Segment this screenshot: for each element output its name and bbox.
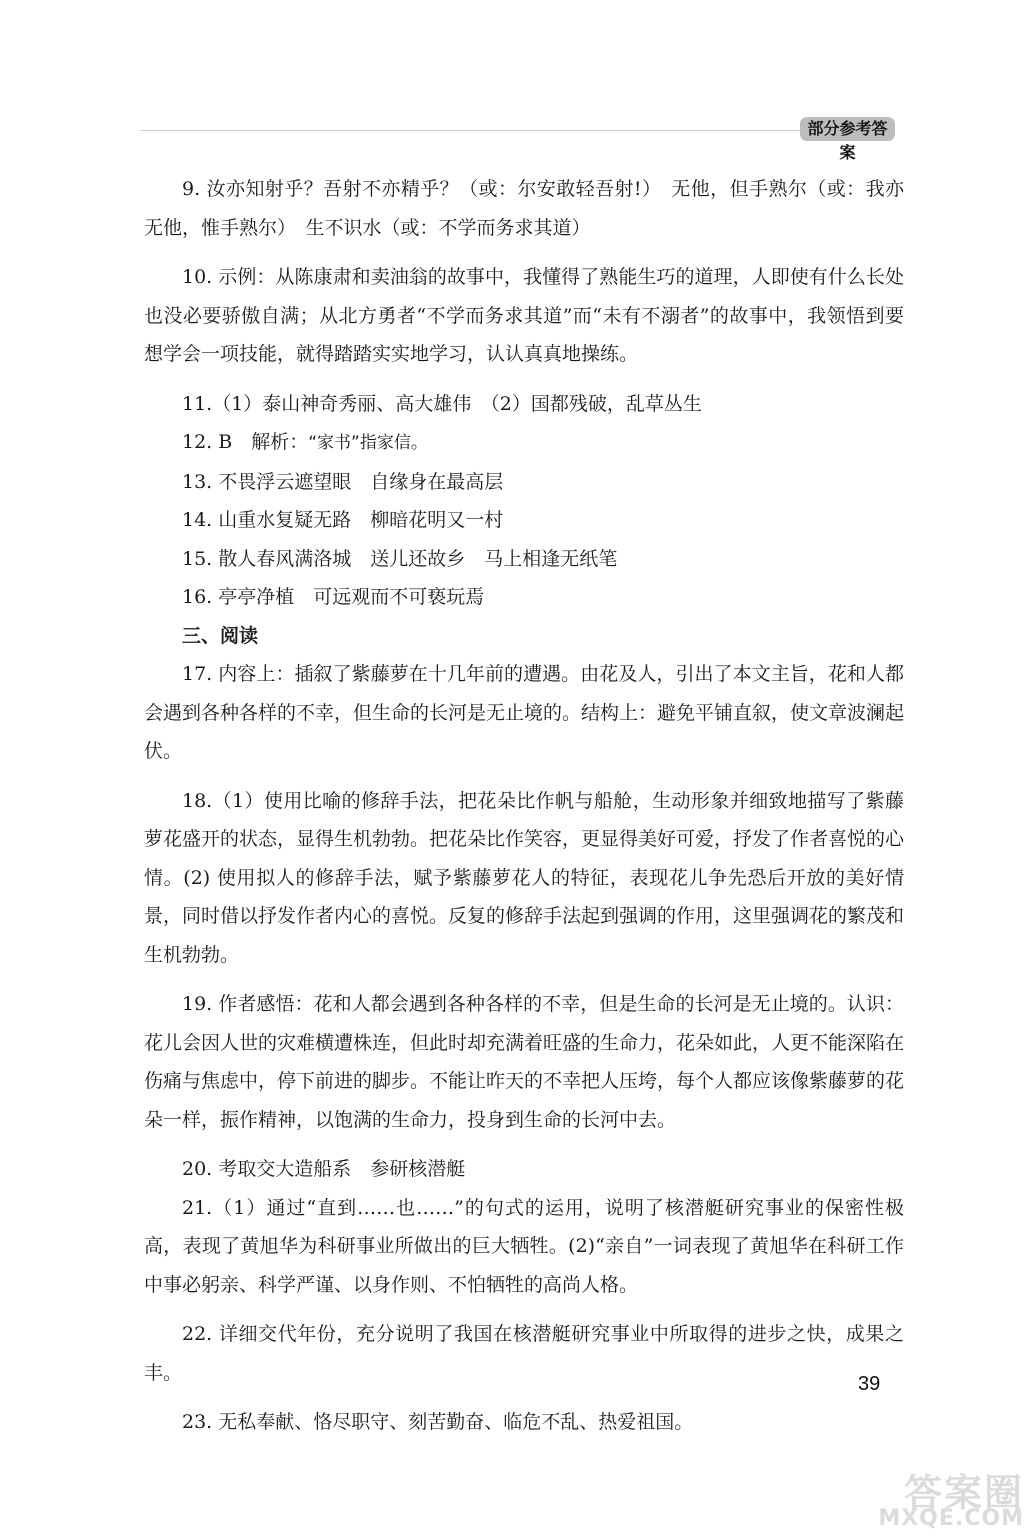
answer-12-note: “家书”指家信。 [308, 433, 428, 453]
answer-14: 14. 山重水复疑无路 柳暗花明又一村 [182, 509, 504, 531]
answer-15: 15. 散人春风满洛城 送儿还故乡 马上相逢无纸笔 [182, 547, 618, 570]
answer-12 [144, 423, 904, 463]
watermark-url: MXQE.COM [878, 1506, 1024, 1531]
section-title-reading: 三、阅读 [182, 624, 259, 647]
header-rule [140, 130, 800, 131]
answer-21: 21.（1）通过“直到……也……”的句式的运用，说明了核潜艇研究事业的保密性极高，表现了黄旭华为科研事业所做出的巨大牺牲。(2)“亲自”一词表现了黄旭华在科研工作中事必躬亲、科学严谨、以身作则、不怕牺牲的高尚人格。 [144, 1196, 904, 1296]
watermark-logo-text: 答案圈 [903, 1471, 1024, 1515]
watermark-logo [862, 1462, 1024, 1530]
page-number: 39 [858, 1373, 881, 1395]
answer-20: 20. 考取交大造船系 参研核潜艇 [182, 1158, 466, 1180]
section-badge: 部分参考答案 [800, 117, 895, 141]
answer-22: 22. 详细交代年份，充分说明了我国在核潜艇研究事业中所取得的进步之快，成果之丰。 [144, 1323, 904, 1384]
answer-11: 11.（1）泰山神奇秀丽、高大雄伟 （2）国都残破，乱草丛生 [182, 392, 702, 415]
answer-9: 9. 汝亦知射乎？吾射不亦精乎？（或：尔安敢轻吾射!） 无他，但手熟尔（或：我亦无他，惟手熟尔） 生不识水（或：不学而务求其道） [144, 178, 904, 239]
answer-18: 18.（1）使用比喻的修辞手法，把花朵比作帆与船舱，生动形象并细致地描写了紫藤萝花盛开的状态，显得生机勃勃。把花朵比作笑容，更显得美好可爱，抒发了作者喜悦的心情。(2) 使用拟人的修辞手法，赋予紫藤萝花人的特征，表现花儿争先恐后开放的美好情景，同时借以抒发作者内心的喜悦。反复的修辞手法起到强调的作用，这里强调花的繁茂和生机勃勃。 [144, 789, 905, 966]
answer-16: 16. 亭亭净植 可远观而不可亵玩焉 [182, 586, 485, 608]
answer-23: 23. 无私奉献、恪尽职守、刻苦勤奋、临危不乱、热爱祖国。 [182, 1411, 694, 1433]
answer-13: 13. 不畏浮云遮望眼 自缘身在最高层 [182, 470, 504, 493]
answer-12-prefix: 12. B 解析： [182, 431, 309, 453]
answer-19: 19. 作者感悟：花和人都会遇到各种各样的不幸，但是生命的长河是无止境的。认识：花儿会因人世的灾难横遭株连，但此时却充满着旺盛的生命力，花朵如此，人更不能深陷在伤痛与焦虑中，停下前进的脚步。不能让昨天的不幸把人压垮，每个人都应该像紫藤萝的花朵一样，振作精神，以饱满的生命力，投身到生命的长河中去。 [144, 993, 905, 1131]
answer-17: 17. 内容上：插叙了紫藤萝在十几年前的遭遇。由花及人，引出了本文主旨，花和人都会遇到各种各样的不幸，但生命的长河是无止境的。结构上：避免平铺直叙，使文章波澜起伏。 [144, 663, 905, 762]
answer-10: 10. 示例：从陈康肃和卖油翁的故事中，我懂得了熟能生巧的道理，人即使有什么长处也没必要骄傲自满；从北方勇者“不学而务求其道”而“未有不溺者”的故事中，我领悟到要想学会一项技能，就得踏踏实实地学习，认认真真地操练。 [144, 266, 904, 365]
answer-content [144, 170, 904, 1442]
